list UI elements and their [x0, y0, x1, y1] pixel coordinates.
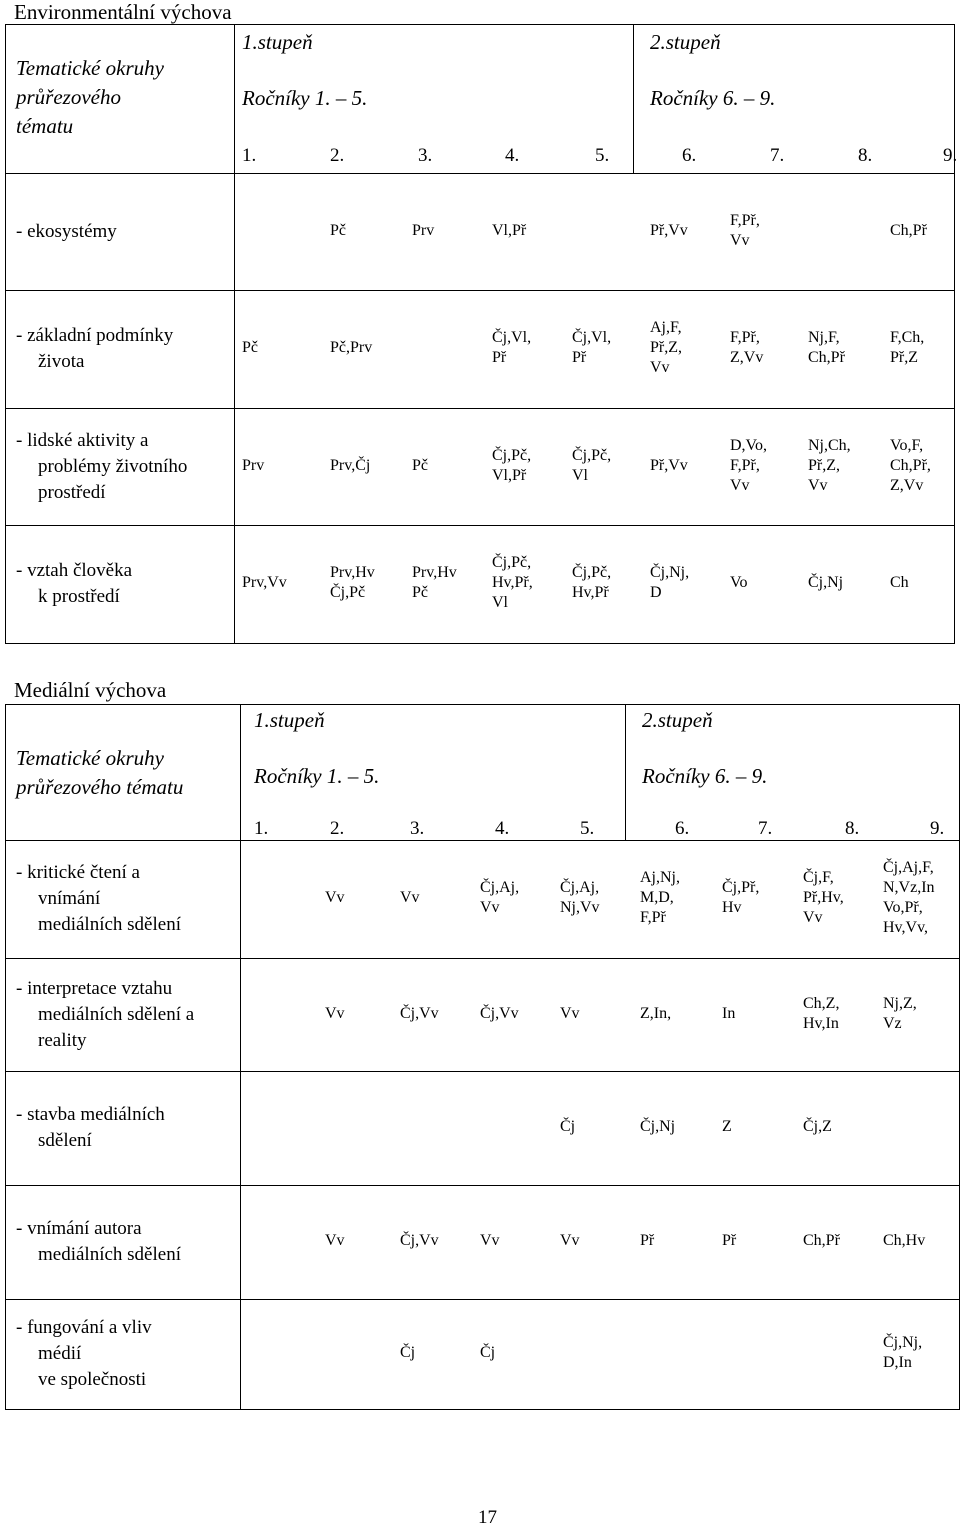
env-grade-cell: Vv — [730, 231, 750, 249]
env-grade-cell: Ch,Př, — [890, 456, 931, 474]
media-row-topic: mediálních sdělení — [38, 1244, 181, 1265]
media-grade-cell: Čj,Nj, — [883, 1334, 923, 1351]
media-grade-cell: Hv,In — [803, 1014, 839, 1032]
media-grade-cell: Vv — [325, 1004, 345, 1022]
env-row-topic: - lidské aktivity a — [16, 429, 149, 451]
media-grade-cell: Čj — [400, 1344, 416, 1361]
media-grade-cell: Hv — [722, 899, 742, 916]
media-row-topic: mediálních sdělení — [38, 914, 181, 935]
media-row-topic: ve společnosti — [38, 1369, 147, 1390]
env-topic-header-2: průřezového — [16, 85, 121, 109]
media-stage2-label: 2.stupeň — [642, 708, 713, 732]
media-grade-cell: Z,In, — [640, 1004, 672, 1022]
media-row-topic: vnímání — [38, 888, 101, 909]
media-grade-cell: Čj,Aj,F, — [883, 859, 934, 876]
media-grade-cell: Čj — [480, 1344, 496, 1361]
env-grade-cell: Př — [492, 349, 507, 366]
media-grade-cell: Př — [722, 1232, 737, 1249]
media-row-topic: reality — [38, 1029, 87, 1051]
env-grade-cell: Pč — [330, 221, 346, 239]
env-grade: 1. — [242, 145, 257, 166]
env-grade-cell: Hv,Př, — [492, 574, 533, 591]
env-grade-cell: Př,Vv — [650, 221, 688, 239]
env-grade-cell: Vl,Př — [492, 221, 527, 239]
env-grade-cell: Aj,F, — [650, 319, 682, 336]
media-grade-cell: Nj,Z, — [883, 994, 917, 1012]
media-grade-cell: Př — [640, 1232, 655, 1249]
env-grade-cell: Př — [572, 349, 587, 366]
env-grade-cell: Čj,Nj, — [650, 564, 690, 581]
media-grade: 6. — [675, 818, 690, 839]
env-grade-cell: Nj,Ch, — [808, 436, 851, 454]
env-stage1-label: 1.stupeň — [242, 30, 313, 54]
env-grade: 3. — [418, 145, 433, 166]
media-grade: 5. — [580, 818, 595, 839]
media-grade-cell: Hv,Vv, — [883, 919, 929, 936]
env-heading: Environmentální výchova — [14, 0, 232, 24]
media-grade: 7. — [758, 818, 773, 839]
media-row-topic: - interpretace vztahu — [16, 977, 173, 999]
media-grade-cell: Ch,Hv — [883, 1232, 926, 1249]
media-grade-cell: Ch,Př — [803, 1232, 840, 1249]
media-grade-cell: Čj,Aj, — [560, 879, 600, 896]
env-grade-cell: Čj,Pč — [330, 584, 366, 601]
env-grade-cell: F,Ch, — [890, 329, 925, 346]
env-grade: 5. — [595, 145, 610, 166]
media-grade-cell: Čj,F, — [803, 869, 834, 886]
media-grade-cell: Vv — [325, 1232, 345, 1249]
env-grade-cell: Př,Z — [890, 349, 918, 366]
env-grade-cell: Ch — [890, 574, 909, 591]
env-grade-cell: Prv,Hv — [412, 564, 457, 581]
media-stage1-label: 1.stupeň — [254, 708, 325, 732]
env-grade-cell: Př,Vv — [650, 456, 688, 474]
env-row-topic: - základní podmínky — [16, 325, 174, 346]
env-stage1-years: Ročníky 1. – 5. — [242, 86, 368, 110]
media-row-topic: médií — [38, 1343, 82, 1364]
media-grade-cell: Ch,Z, — [803, 994, 840, 1012]
env-row-topic: k prostředí — [38, 586, 120, 607]
env-grade-cell: Vv — [808, 476, 828, 494]
media-grade-cell: N,Vz,In — [883, 879, 935, 896]
env-row-topic: prostředí — [38, 481, 106, 503]
env-grade: 9. — [943, 145, 958, 166]
env-grade-cell: Př,Z, — [808, 456, 840, 474]
media-grade-cell: Čj,Z — [803, 1118, 832, 1135]
media-grade-cell: Čj — [560, 1118, 576, 1135]
env-grade-cell: Čj,Vl, — [492, 329, 532, 346]
env-grade-cell: F,Př, — [730, 329, 760, 346]
env-grade-cell: Prv,Vv — [242, 574, 287, 591]
media-topic-header-1: Tematické okruhy — [16, 746, 164, 770]
media-row-topic: mediálních sdělení a — [38, 1003, 195, 1025]
env-row-topic: problémy životního — [38, 455, 188, 477]
env-topic-header-1: Tematické okruhy — [16, 56, 164, 80]
media-grade: 2. — [330, 818, 345, 839]
env-grade-cell: Čj,Pč, — [492, 446, 532, 464]
env-grade-cell: Vl — [492, 594, 508, 611]
media-row-topic: - kritické čtení a — [16, 862, 140, 883]
env-grade-cell: Z,Vv — [890, 476, 924, 494]
env-grade-cell: Z,Vv — [730, 349, 764, 366]
env-grade-cell: Prv — [412, 221, 435, 239]
env-grade-cell: Čj,Vl, — [572, 329, 612, 346]
media-row-topic: sdělení — [38, 1130, 92, 1151]
media-grade-cell: M,D, — [640, 889, 674, 906]
media-grade: 1. — [254, 818, 269, 839]
env-stage2-label: 2.stupeň — [650, 30, 721, 54]
media-grade-cell: Př,Hv, — [803, 889, 844, 906]
media-grade-cell: Nj,Vv — [560, 899, 600, 916]
env-grade-cell: Vv — [650, 359, 670, 376]
env-grade-cell: D,Vo, — [730, 436, 768, 454]
media-heading: Mediální výchova — [14, 678, 167, 702]
env-grade-cell: Pč — [412, 584, 428, 601]
media-table — [5, 704, 960, 1410]
env-grade-cell: Př,Z, — [650, 339, 682, 356]
env-row-topic: - vztah člověka — [16, 560, 133, 581]
env-grade-cell: Čj,Pč, — [572, 446, 612, 464]
env-grade-cell: Prv,Čj — [330, 456, 371, 474]
media-grade-cell: Vv — [400, 889, 420, 906]
media-grade-cell: Vv — [803, 909, 823, 926]
env-grade-cell: Ch,Př — [890, 221, 927, 239]
media-row-topic: - stavba mediálních — [16, 1104, 165, 1125]
media-grade-cell: In — [722, 1004, 736, 1022]
env-grade-cell: Čj,Nj — [808, 574, 844, 591]
env-grade-cell: Vl,Př — [492, 466, 527, 484]
media-grade-cell: Vv — [560, 1232, 580, 1249]
env-grade-cell: Pč — [412, 456, 428, 474]
env-grade: 2. — [330, 145, 345, 166]
media-grade-cell: F,Př — [640, 909, 666, 926]
env-stage2-years: Ročníky 6. – 9. — [650, 86, 776, 110]
env-row-topic: života — [38, 351, 85, 372]
env-grade-cell: Vl — [572, 466, 588, 484]
media-grade-cell: Vv — [480, 899, 500, 916]
media-topic-header-2: průřezového tématu — [16, 775, 184, 799]
page-number: 17 — [478, 1507, 497, 1528]
media-stage1-years: Ročníky 1. – 5. — [254, 764, 380, 788]
env-topic-header-3: tématu — [16, 114, 74, 138]
env-grade-cell: Čj,Pč, — [492, 554, 532, 571]
media-grade-cell: Vv — [325, 889, 345, 906]
media-grade-cell: D,In — [883, 1354, 912, 1371]
env-grade: 6. — [682, 145, 697, 166]
env-row-topic: - ekosystémy — [16, 220, 117, 242]
env-grade-cell: Vo,F, — [890, 436, 924, 454]
media-grade-cell: Čj,Vv — [400, 1004, 439, 1022]
media-grade: 9. — [930, 818, 945, 839]
env-grade-cell: Prv,Hv — [330, 564, 375, 581]
media-grade: 4. — [495, 818, 510, 839]
media-grade: 3. — [410, 818, 425, 839]
media-grade-cell: Vo,Př, — [883, 899, 923, 916]
media-stage2-years: Ročníky 6. – 9. — [642, 764, 768, 788]
env-grade-cell: Ch,Př — [808, 349, 845, 366]
media-grade-cell: Čj,Vv — [400, 1232, 439, 1249]
env-grade-cell: Nj,F, — [808, 329, 840, 346]
env-grade-cell: F,Př, — [730, 211, 760, 229]
media-row-topic: - fungování a vliv — [16, 1317, 152, 1338]
env-grade: 4. — [505, 145, 520, 166]
media-grade-cell: Aj,Nj, — [640, 869, 680, 886]
env-grade: 8. — [858, 145, 873, 166]
env-grade-cell: Prv — [242, 456, 265, 474]
env-grade-cell: Pč,Prv — [330, 339, 373, 356]
env-grade-cell: Vo — [730, 574, 748, 591]
env-grade-cell: Pč — [242, 339, 258, 356]
env-grade-cell: Vv — [730, 476, 750, 494]
media-grade-cell: Z — [722, 1118, 732, 1135]
media-grade-cell: Vz — [883, 1014, 902, 1032]
env-grade-cell: Čj,Pč, — [572, 564, 612, 581]
media-grade-cell: Čj,Př, — [722, 879, 760, 896]
env-grade-cell: D — [650, 584, 662, 601]
media-grade: 8. — [845, 818, 860, 839]
env-grade-cell: F,Př, — [730, 456, 760, 474]
media-grade-cell: Vv — [480, 1232, 500, 1249]
media-grade-cell: Čj,Aj, — [480, 879, 520, 896]
env-grade: 7. — [770, 145, 785, 166]
media-grade-cell: Čj,Vv — [480, 1004, 519, 1022]
media-row-topic: - vnímání autora — [16, 1218, 142, 1239]
media-grade-cell: Vv — [560, 1004, 580, 1022]
env-grade-cell: Hv,Př — [572, 584, 609, 601]
media-grade-cell: Čj,Nj — [640, 1118, 676, 1135]
